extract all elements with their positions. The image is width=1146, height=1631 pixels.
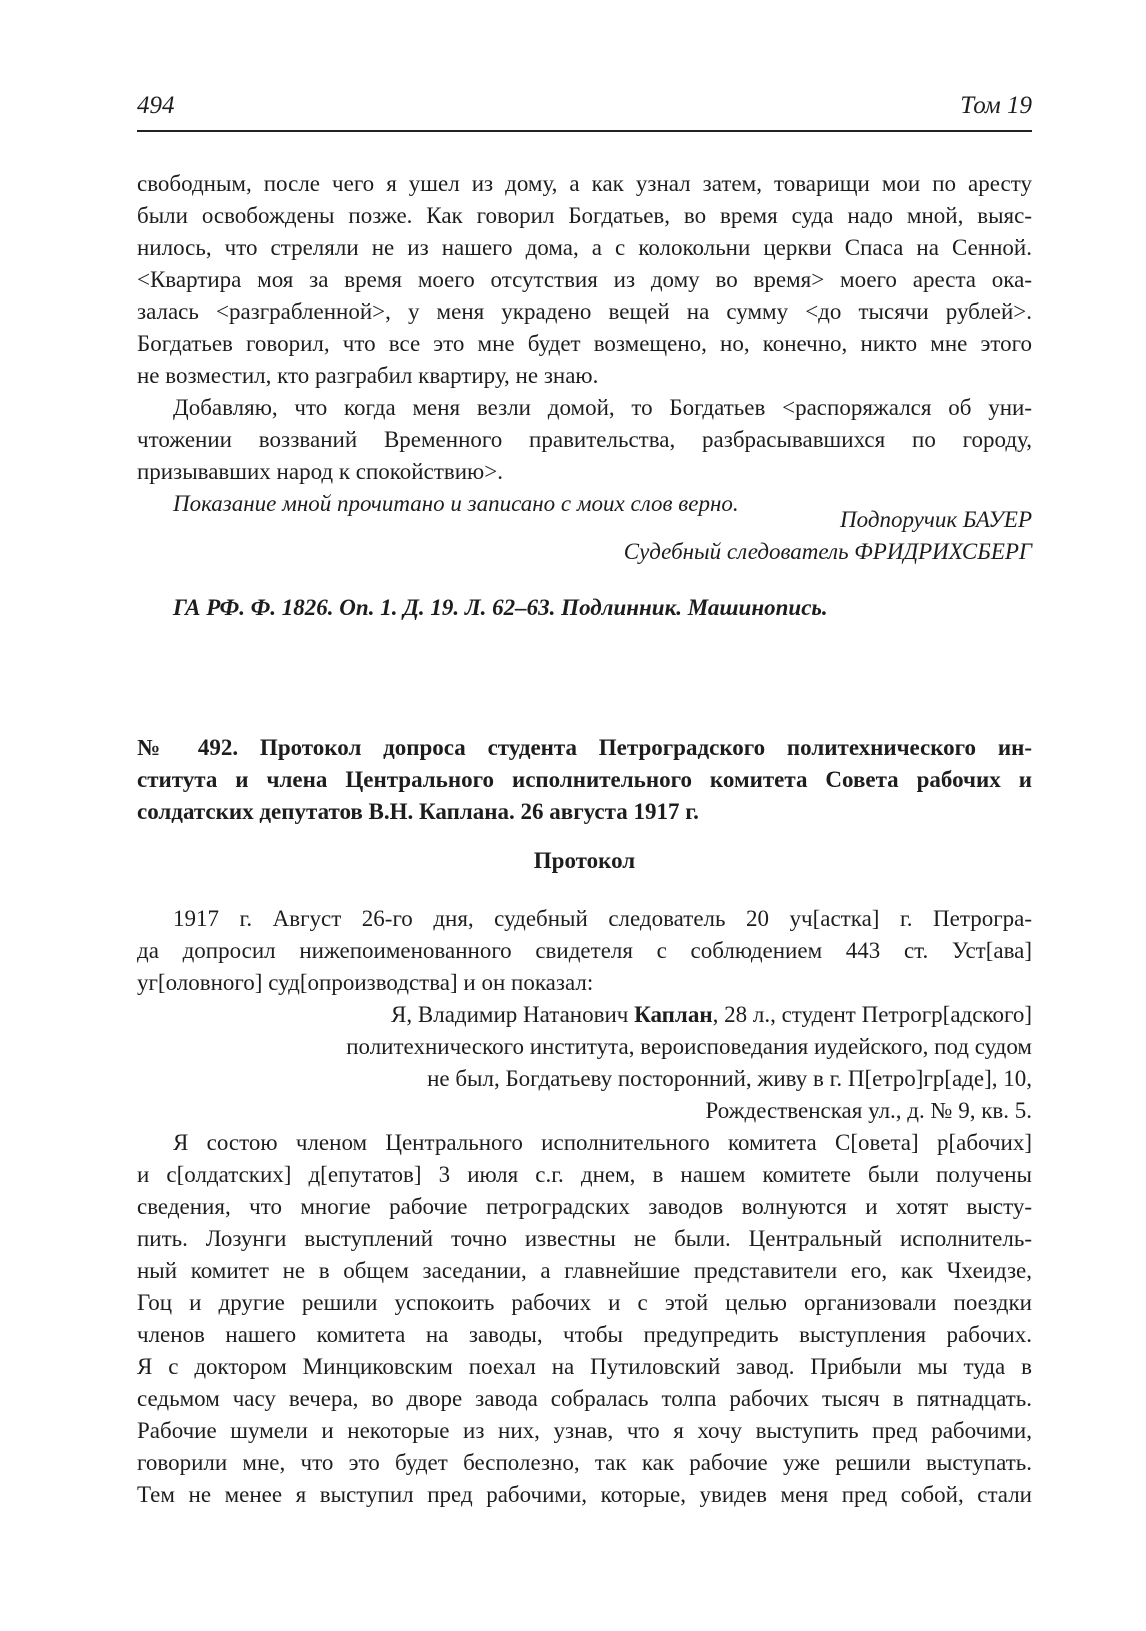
text-line: седьмом часу вечера, во дворе завода собралась толпа рабочих тысяч в пятнадцать.: [137, 1386, 1032, 1411]
text-line: не возместил, кто разграбил квартиру, не знаю.: [137, 363, 599, 388]
testimony-continuation: [137, 168, 1032, 520]
text-line: да допросил нижепоименованного свидетеля с соблюдением 443 ст. Уст[ава]: [137, 938, 1032, 963]
text-line: призывавших народ к спокойствию>.: [137, 459, 503, 484]
text-line: членов нашего комитета на заводы, чтобы предупредить выступления рабочих.: [137, 1322, 1032, 1347]
protocol-heading: Протокол: [533, 848, 636, 873]
text-line: ный комитет не в общем заседании, а главнейшие представители его, как Чхеидзе,: [137, 1258, 1032, 1283]
running-header: [137, 90, 1032, 132]
text-line: говорили мне, что это будет бесполезно, так как рабочие уже решили выступать.: [137, 1450, 1032, 1475]
text-line: и с[олдатских] д[епутатов] 3 июля с.г. днем, в нашем комитете были получены: [137, 1162, 1032, 1187]
protocol-body: [137, 903, 1032, 1511]
witness-line: политехнического института, вероисповедания иудейского, под судом: [346, 1034, 1032, 1059]
text-line: уг[оловного] суд[опроизводства] и он показал:: [137, 970, 594, 995]
text-line: были освобождены позже. Как говорил Богдатьев, во время суда надо мной, выяс-: [137, 203, 1032, 228]
witness-line: [137, 999, 1032, 1031]
text-line: свободным, после чего я ушел из дому, а как узнал затем, товарищи мои по аресту: [137, 171, 1032, 196]
witness-line: не был, Богдатьеву посторонний, живу в г. П[етро]гр[аде], 10,: [427, 1066, 1032, 1091]
archive-reference: ГА РФ. Ф. 1826. Оп. 1. Д. 19. Л. 62–63. Подлинник. Машинопись.: [173, 595, 828, 620]
text-line: Гоц и другие решили успокоить рабочих и с этой целью организовали поездки: [137, 1290, 1032, 1315]
closing-statement: Показание мной прочитано и записано с моих слов верно.: [173, 491, 739, 516]
signature-line: Судебный следователь ФРИДРИХСБЕРГ: [623, 539, 1032, 564]
title-line: ститута и члена Центрального исполнительного комитета Совета рабочих и: [137, 767, 1032, 792]
text-line: Я состою членом Центрального исполнительного комитета С[овета] р[абочих]: [173, 1130, 1032, 1155]
text-line: <Квартира моя за время моего отсутствия из дому во время> моего ареста ока-: [137, 267, 1032, 292]
title-line: солдатских депутатов В.Н. Каплана. 26 августа 1917 г.: [137, 799, 699, 824]
text-line: Добавляю, что когда меня везли домой, то Богдатьев <распоряжался об уни-: [173, 395, 1032, 420]
page-number: 494: [137, 92, 175, 119]
volume-label: Том 19: [960, 92, 1032, 119]
protocol-heading-block: [137, 845, 1032, 877]
document-title: [137, 732, 1032, 828]
text-line: чтожении воззваний Временного правительства, разбрасывавшихся по городу,: [137, 427, 1032, 452]
witness-surname: Каплан: [634, 1002, 713, 1027]
signature-line: Подпоручик БАУЕР: [840, 507, 1032, 532]
text-line: залась <разграбленной>, у меня украдено вещей на сумму <до тысячи рублей>.: [137, 299, 1032, 324]
text-line: пить. Лозунги выступлений точно известны не были. Центральный исполнитель-: [137, 1226, 1032, 1251]
text-line: Тем не менее я выступил пред рабочими, которые, увидев меня пред собой, стали: [137, 1482, 1032, 1507]
text-line: Богдатьев говорил, что все это мне будет возмещено, но, конечно, никто мне этого: [137, 331, 1032, 356]
witness-suffix: , 28 л., студент Петрогр[адского]: [712, 1002, 1032, 1027]
witness-line: Рождественская ул., д. № 9, кв. 5.: [705, 1098, 1032, 1123]
text-line: Я с доктором Минциковским поехал на Путиловский завод. Прибыли мы туда в: [137, 1354, 1032, 1379]
archive-reference-block: [137, 592, 1032, 624]
text-line: нилось, что стреляли не из нашего дома, а с колокольни церкви Спаса на Сенной.: [137, 235, 1032, 260]
text-line: 1917 г. Август 26-го дня, судебный следователь 20 уч[астка] г. Петрогра-: [173, 906, 1032, 931]
title-line: № 492. Протокол допроса студента Петроградского политехнического ин-: [137, 735, 1032, 760]
witness-prefix: Я, Владимир Натанович: [391, 1002, 635, 1027]
signature-block: [137, 504, 1032, 568]
text-line: Рабочие шумели и некоторые из них, узнав, что я хочу выступить пред рабочими,: [137, 1418, 1032, 1443]
text-line: сведения, что многие рабочие петроградских заводов волнуются и хотят высту-: [137, 1194, 1032, 1219]
